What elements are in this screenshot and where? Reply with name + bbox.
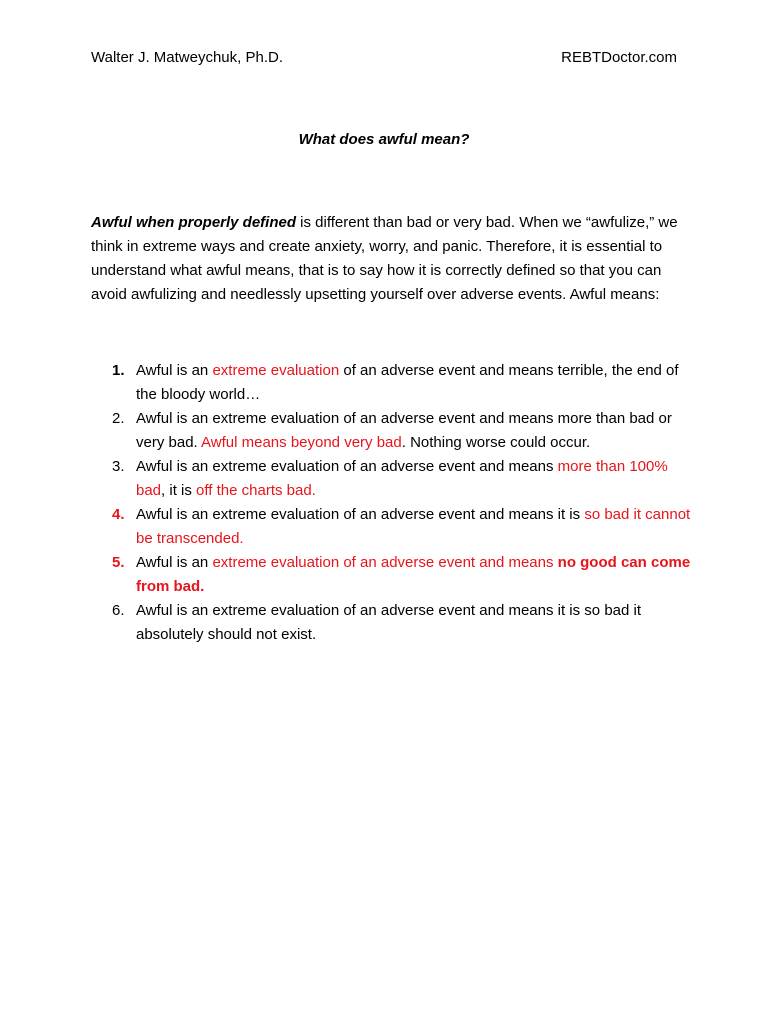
definition-list <box>91 359 691 647</box>
item-text: Awful is an <box>136 362 213 379</box>
item-text: . Nothing worse could occur. <box>401 434 591 451</box>
intro-lead: Awful when properly defined <box>91 214 297 231</box>
author-name: Walter J. Matweychuk, Ph.D. <box>91 49 283 66</box>
item-text: Awful is an extreme evaluation of an adverse event and means more than bad or very bad. <box>136 410 672 451</box>
item-highlight: extreme evaluation of an adverse event and means <box>212 554 558 571</box>
page-header <box>91 48 677 68</box>
list-number: 6. <box>112 602 125 619</box>
list-item <box>91 359 691 407</box>
item-highlight: extreme evaluation <box>212 362 340 379</box>
list-item <box>91 599 691 647</box>
item-highlight: off the charts bad. <box>196 482 316 499</box>
list-number: 3. <box>112 458 125 475</box>
list-number: 2. <box>112 410 125 427</box>
item-text: Awful is an extreme evaluation of an adverse event and means it is so bad it absolutely should not exist. <box>136 602 642 643</box>
item-highlight-bold: no good can come from bad. <box>136 554 691 595</box>
intro-body: is different than bad or very bad. When we “awfulize,” we think in extreme ways and create anxiety, worry, and panic. Therefore, it is essential to understand what awful means, that is to say how it is correctly defined so that you can avoid awfulizing and needlessly upsetting yourself over adverse events. Awful means: <box>91 214 678 303</box>
list-number: 4. <box>112 506 125 523</box>
list-item <box>91 503 691 551</box>
site-name: REBTDoctor.com <box>561 49 677 66</box>
item-highlight: so bad it cannot be transcended. <box>136 506 691 547</box>
item-text: Awful is an extreme evaluation of an adverse event and means it is <box>136 506 585 523</box>
list-number: 5. <box>112 554 125 571</box>
list-item <box>91 407 691 455</box>
list-item <box>91 455 691 503</box>
item-highlight: Awful means beyond very bad <box>201 434 402 451</box>
item-text: , it is <box>161 482 197 499</box>
item-text: Awful is an <box>136 554 213 571</box>
list-item <box>91 551 691 599</box>
document-title: What does awful mean? <box>298 131 470 148</box>
intro-paragraph <box>91 211 691 307</box>
item-text: Awful is an extreme evaluation of an adverse event and means <box>136 458 558 475</box>
item-highlight: more than 100% bad <box>136 458 668 499</box>
list-number: 1. <box>112 362 125 379</box>
item-text: of an adverse event and means terrible, the end of the bloody world… <box>136 362 679 403</box>
